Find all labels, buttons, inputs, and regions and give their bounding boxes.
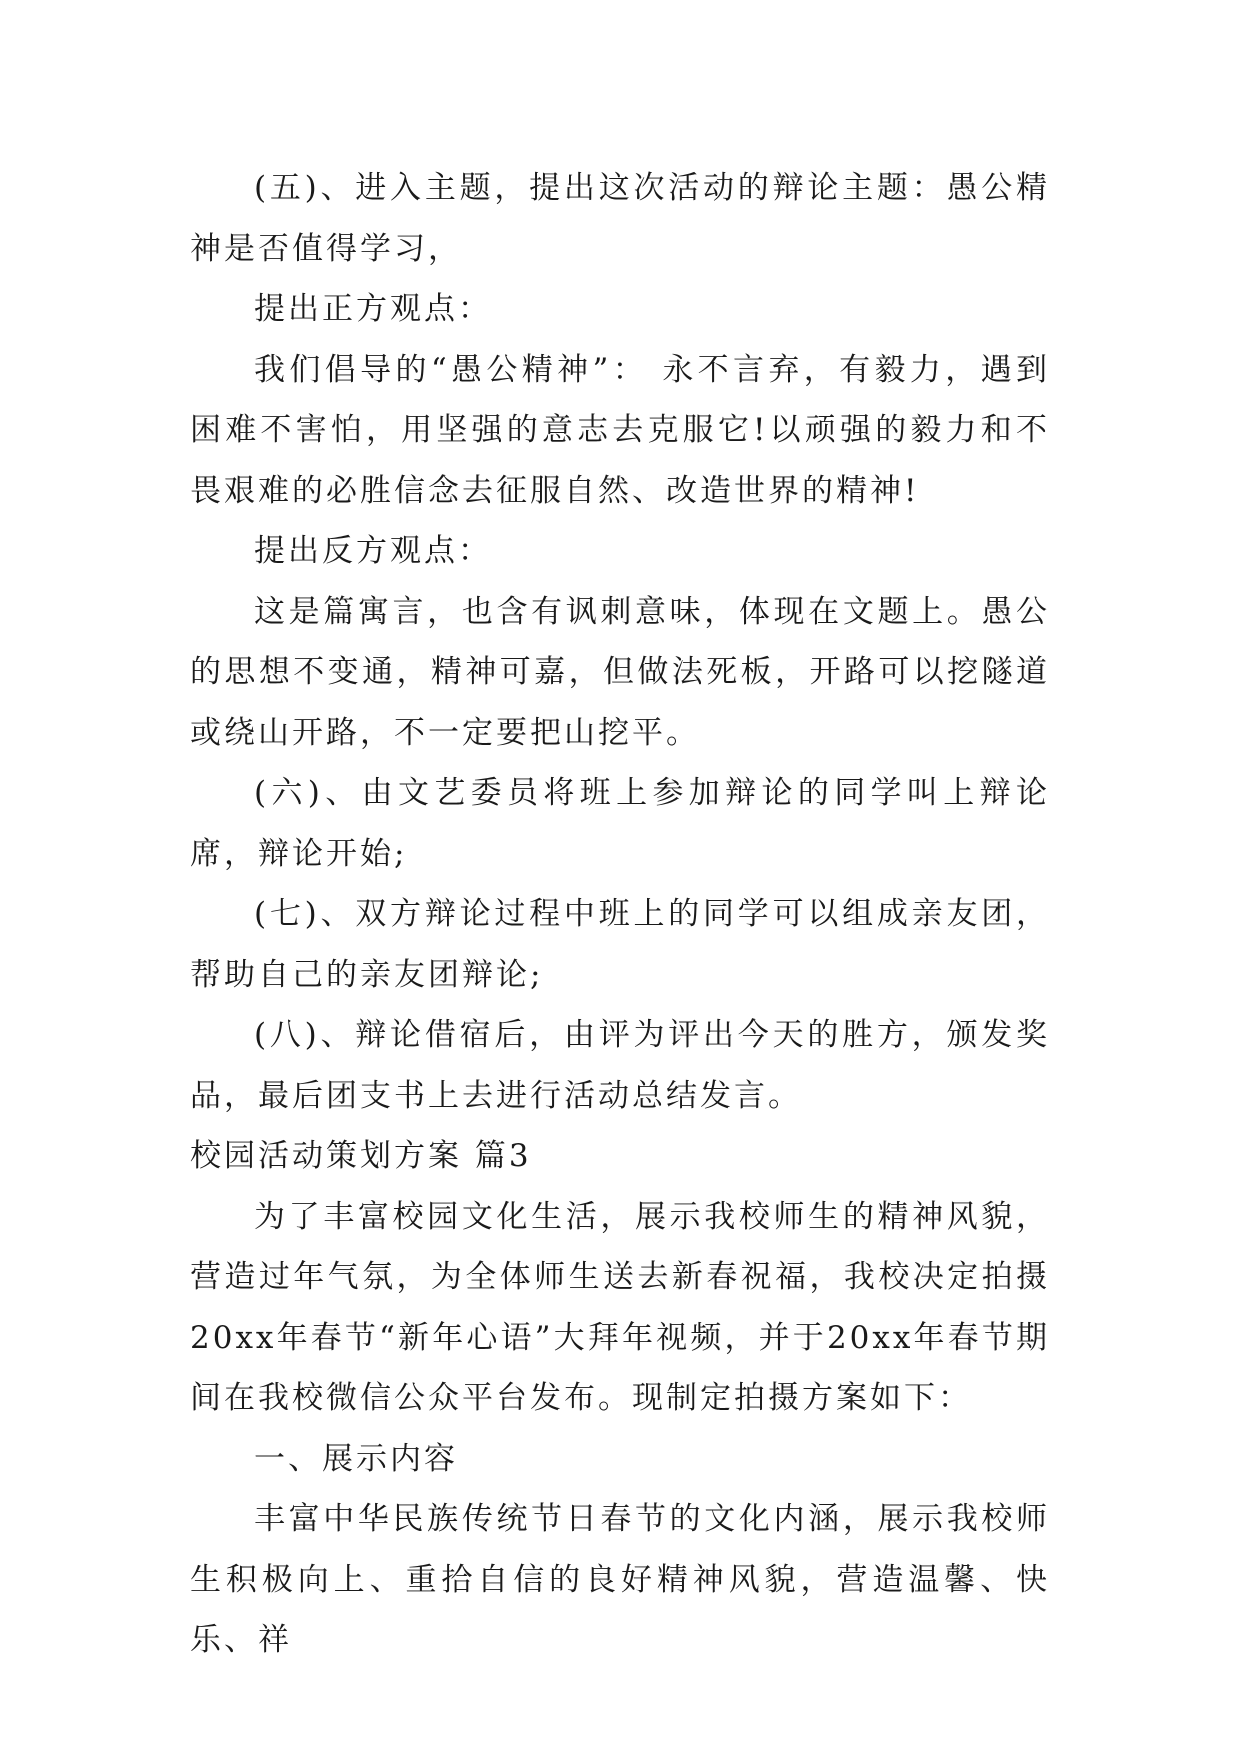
paragraph-affirmative-heading: 提出正方观点： <box>254 291 492 327</box>
section-heading: 校园活动策划方案 篇3 <box>190 1138 532 1174</box>
paragraph-item-6: (六)、由文艺委员将班上参加辩论的同学叫上辩论席，辩论开始; <box>190 775 1050 872</box>
document-body <box>190 158 1050 1671</box>
paragraph-content-detail: 丰富中华民族传统节日春节的文化内涵，展示我校师生积极向上、重拾自信的良好精神风貌，营造温馨、快乐、祥 <box>190 1501 1050 1658</box>
paragraph-negative-view: 这是篇寓言，也含有讽刺意味，体现在文题上。愚公的思想不变通，精神可嘉，但做法死板，开路可以挖隧道或绕山开路，不一定要把山挖平。 <box>190 593 1050 751</box>
paragraph-subheading-content: 一、展示内容 <box>254 1440 458 1477</box>
paragraph-item-8: (八)、辩论借宿后，由评为评出今天的胜方，颁发奖品，最后团支书上去进行活动总结发言。 <box>190 1017 1050 1114</box>
paragraph-affirmative-view: 我们倡导的“愚公精神”： 永不言弃，有毅力，遇到困难不害怕，用坚强的意志去克服它!以顽强的毅力和不畏艰难的必胜信念去征服自然、改造世界的精神! <box>190 351 1050 509</box>
paragraph-item-7: (七)、双方辩论过程中班上的同学可以组成亲友团，帮助自己的亲友团辩论; <box>190 896 1050 993</box>
paragraph-intro: 为了丰富校园文化生活，展示我校师生的精神风貌，营造过年气氛，为全体师生送去新春祝福，我校决定拍摄20xx年春节“新年心语”大拜年视频，并于20xx年春节期间在我校微信公众平台发布。现制定拍摄方案如下： <box>190 1198 1050 1416</box>
paragraph-negative-heading: 提出反方观点： <box>254 533 492 569</box>
paragraph-item-5: (五)、进入主题，提出这次活动的辩论主题：愚公精神是否值得学习， <box>190 170 1050 267</box>
